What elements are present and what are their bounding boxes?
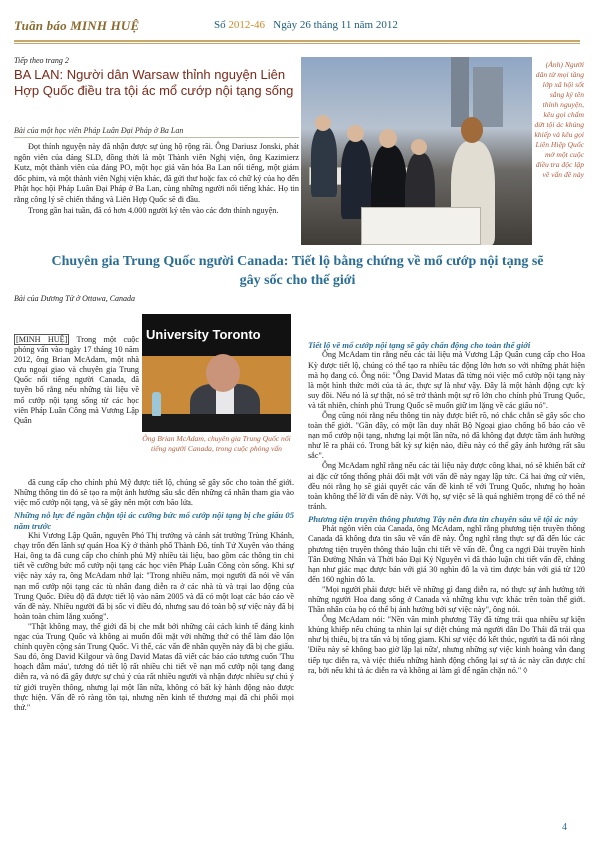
petition-photo [301,57,532,245]
masthead-divider [14,40,580,42]
paragraph: Đọt thỉnh nguyện này đã nhận được sự ủng hộ rộng rãi. Ông Dariusz Jonski, phát ngôn viên của đảng SLD, đồng thời là một Thành viên Nghị viện, ông Kazimierz Kutz, một thành viên của đảng PO, một học giả văn hóa Ba Lan nổi tiếng, một giám đốc phim, và một thành viên Nghị viện khác, đã gửi thư hoặc fax có chữ ký của họ đến Phật học hội Pháp Luân Đại Pháp ở Ba Lan, cùng những người nổi tiếng khác. Họ tin rằng công lý sẽ chiến thắng và Liên Hợp Quốc sẽ đi đầu. [14,142,300,204]
paragraph: Ông cũng nói rằng nếu thông tin này được biết rõ, nó chắc chắn sẽ gây sốc cho toàn thế giới. "Gần đây, có một lần duy nhất Bộ Ngoại giao chống bố báo cáo về nạn mổ cướp nội tạng, nhưng lại một lần nữa, nó đã không đạt được tầm ảnh hưởng như lẽ ra phải có. Trong bất kỳ sự kiện nào, điều này có thể gây ảnh hưởng rất sâu sắc". [308,410,585,461]
newspaper-title: Tuần báo MINH HUỆ [14,18,140,33]
masthead [14,18,580,40]
subheading: Những nỗ lực để ngăn chặn tội ác cưỡng bức mổ cướp nội tạng bị che giấu 05 năm trước [14,510,294,531]
interview-photo [142,314,291,432]
lead-text: Trong một cuộc phỏng vấn vào ngày 17 tháng 10 năm 2012, ông Brian McAdam, một nhà cựu ngoại giao và chuyên gia Trung Quốc nổi tiếng người Canada, đã tuyên bố rằng nếu những tài liệu về mổ cướp nội tạng sống từ các học viên Pháp Luân Công mà Vương Lập Quân [14,335,139,425]
main-article-byline: Bài của Dương Tử ở Ottawa, Canada [14,294,136,303]
paragraph: Ông McAdam nghĩ rằng nếu các tài liệu này được công khai, nó sẽ khiến bất cứ ai đặc cử tổng thống phải đối mặt với vấn đề này ngay lập tức. Cả hai ứng cử viên, đều nói rằng họ sẽ giải quyết các vấn đề kinh tế với Trung Quốc, nhưng họ hoàn toàn không thể lờ đi vấn đề này. Với họ, sự việc sẽ là quá nghiêm trọng để có thể né tránh. [308,461,585,511]
paragraph: "Mọi người phải được biết về những gì đang diễn ra, nó thực sự ảnh hưởng tới những người Hoa đang sống ở Canada và những khu vực khác trên toàn thế giới. Thần nhân của họ có thể bị ảnh hưởng bởi sự việc này", ông nói. [308,584,585,615]
page-number: 4 [562,822,567,833]
byline-divider [14,137,299,138]
source-tag: [MINH HUỆ] [16,335,68,344]
petition-photo-caption: (Ảnh) Người dân từ mọi tầng lớp xã hội sốt sắng ký tên thỉnh nguyện, kêu gọi chấm dứt tội ác khủng khiếp và kêu gọi Liên Hiệp Quốc mở một cuộc điều tra độc lập về vấn đề này [534,60,584,179]
right-column [308,338,585,676]
top-article-byline: Bài của một học viên Pháp Luân Đại Pháp ở Ba Lan [14,126,184,135]
paragraph: Ông McAdam nói: "Nền văn minh phương Tây đã từng trải qua nhiều sự kiện khủng khiếp nếu chúng ta nhìn lại sự diệt chủng mà người dân Do Thái đã trải qua như bị thiêu, bị tra tấn và bị tống giam. Khi sự việc đó kết thúc, người ta đã nói rằng 'Điều này sẽ không bao giờ lặp lại nữa', nhưng những sự việc kinh hoàng vẫn đang tiếp tục diễn ra, và việc thiếu những hành động chống lại sự tà ác này cần được chỉ ra, bởi nếu khi tà ác diễn ra và không ai làm gì để ngăn chặn nó." ◊ [308,615,585,675]
paragraph: "Thật không may, thế giới đã bị che mắt bởi những cái cách kinh tế đáng kinh ngạc của Trung Quốc và không ai muốn đối mặt với những thứ có thể làm đảo lộn chính quyền cộng sản Trung Quốc. Vì thế, các vấn đề nhân quyền này đã bị che giấu. Sau đó, ông David Kilgour và ông David Matas đã viết các báo cáo tương cuốn 'Thu hoạch đẫm máu', tương đó tiết lộ rất nhiều chi tiết về nạn mổ cướp nội tạng đang diễn ra, và nó đã gây được sự chú ý của rất nhiều người và nhận được nhiều sự chú ý từ giới truyền thông, nhưng lại một lần nữa, không có bất kỳ hành động nào được thực hiện. Vấn đề rõ ràng tồn tại, nhưng nền kinh tế thương mại đã chi phối mọi thứ." [14,621,294,712]
issue-number: 2012-46 [228,19,266,31]
photo-banner: University Toronto [142,314,291,356]
left-column [14,478,294,713]
issue-date: Ngày 26 tháng 11 năm 2012 [273,19,398,31]
top-article-body [14,142,299,216]
continued-from-label: Tiếp theo trang 2 [14,56,69,65]
interview-photo-caption: Ông Brian McAdam, chuyên gia Trung Quốc nổi tiếng người Canada, trong cuộc phỏng vấn [142,434,291,453]
issue-info [214,19,398,31]
masthead-divider-thin [14,43,580,44]
paragraph: Phát ngôn viên của Canada, ông McAdam, nghĩ rằng phương tiện truyền thông Canada đã không đưa tin sâu về vấn đề này. Ông nghĩ rằng thực sự đã đến lúc các phương tiện truyền thông thảo luận chi tiết về vấn đề. Ông ca ngợi Đài truyền hình Tân Đường Nhân và Thời báo Đại Kỷ Nguyên vì đã thảo luận chi tiết vấn đề, chẳng hạn như giác mạc được bán với giá 30 nghìn đô la và tim được bán với giá từ 120 đến 160 nghìn đô la. [308,524,585,584]
subheading: Tiết lộ về mổ cướp nội tạng sẽ gây chấn động cho toàn thế giới [308,340,531,350]
paragraph: đã cung cấp cho chính phủ Mỹ được tiết lộ, chúng sẽ gây sốc cho toàn thế giới. Những thông tin đó sẽ tạo ra một ảnh hưởng sâu sắc đến những cá nhân tham gia vào việc mổ cướp nội tạng, và sẽ gây nên một cơn bão lửa. [14,478,294,508]
paragraph: Khi Vương Lập Quân, nguyên Phó Thị trưởng và cảnh sát trưởng Trùng Khánh, chạy trốn đến lãnh sự quán Hoa Kỳ ở thành phố Thành Đô, tỉnh Tứ Xuyên vào tháng Hai, ông ta đã cung cấp cho chính phủ Mỹ nhiều tài liệu, bao gồm các thông tin chi tiết về cưỡng bức mổ cướp nội tạng các học viên Pháp Luân Công còn sống. Khi sự việc này xảy ra, ông McAdam nhớ lại: "Trong nhiều năm, mọi người đã nói về vấn nạn mổ cướp nội tạng các tù nhân đang diễn ra ở các nhà tù và trại lao động của Trung Quốc. Điều độ đã được tiết lộ vào năm 2005 và đã có một loạt các báo cáo về vấn đề này. Nhiều người đã bị sốc vì điều đó, nhưng sau đó toàn bộ sự việc này đã bị hoàn toàn chìm lắng xuống". [14,531,294,621]
article-lead [14,335,139,426]
subheading: Phương tiện truyền thông phương Tây nên đưa tin chuyên sâu về tội ác này [308,513,578,524]
issue-label: Số [214,19,226,31]
paragraph: Ông McAdam tin rằng nếu các tài liệu mà Vương Lập Quân cung cấp cho Hoa Kỳ được tiết lộ, chúng có thể tạo ra nhiều tác động lớn hơn so với những phát hiện mà họ đang có. Ông nói: "Ông David Matas đã từng nói việc mổ cướp nội tạng này là một hình thức mới của tà ác, thực sự là như vậy. Đây là một hành động cực kỳ suy đồi. Nếu nó là sự thật, nó sẽ trở thành một sự rõ lớn cho chính phủ Trung Quốc, và tất nhiên, chính phủ Trung Quốc sẽ muốn giữ im lặng về các giấu nó". [308,350,585,410]
main-article-headline: Chuyên gia Trung Quốc người Canada: Tiết lộ bằng chứng về mổ cướp nội tạng sẽ gây sốc cho thế giới [51,254,544,288]
top-article-headline: BA LAN: Người dân Warsaw thỉnh nguyện Liên Hợp Quốc điều tra tội ác mổ cướp nội tạng sống [14,67,294,98]
paragraph: Trong gần hai tuần, đã có hơn 4.000 người ký tên vào các đơn thỉnh nguyện. [28,205,279,215]
